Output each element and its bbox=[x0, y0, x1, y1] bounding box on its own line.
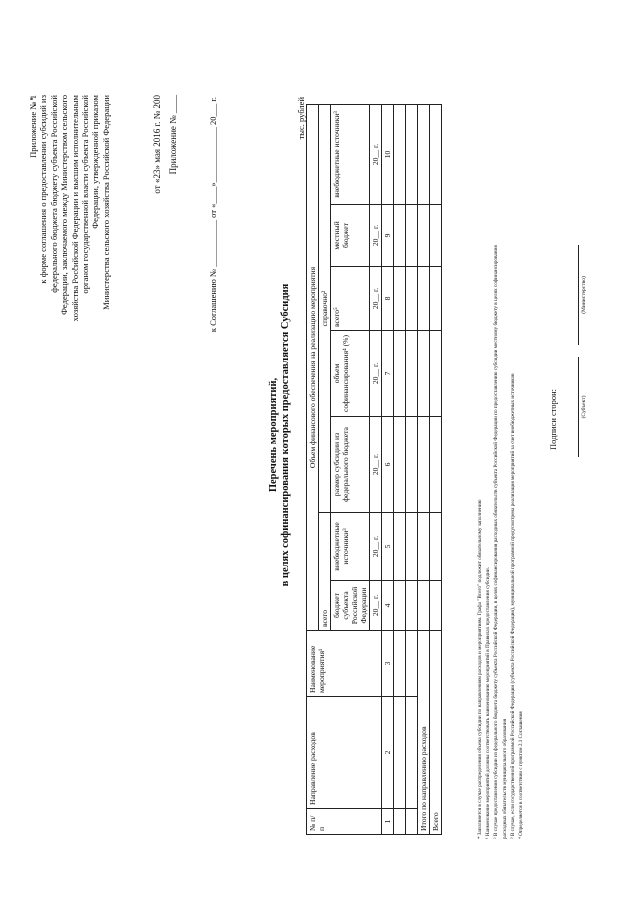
empty-cell bbox=[430, 513, 442, 581]
empty-row bbox=[406, 105, 418, 835]
empty-cell bbox=[418, 205, 430, 267]
footnote: расходных обязательств муниципального образования bbox=[501, 719, 508, 839]
appendix-line: хозяйства Российской Федерации и высшим исполнительным bbox=[69, 95, 80, 322]
empty-cell bbox=[406, 417, 418, 513]
year-cell: 20__ г. bbox=[370, 331, 382, 417]
footnote: * Заполняется в случае распределения объема субсидии по направлениям расходов и мероприятиям. Графа "Всего" подлежит обязательному заполнению bbox=[477, 499, 483, 839]
empty-cell bbox=[406, 697, 418, 809]
header-direction: Направление расходов bbox=[307, 697, 382, 809]
col-num: 6 bbox=[382, 417, 394, 513]
footnote: ⁴ Определяется в соответствии с пунктом 2.1 Соглашения bbox=[518, 711, 525, 839]
appendix-line: Федерации, заключаемого между Министерством сельского bbox=[59, 95, 70, 315]
empty-cell bbox=[406, 267, 418, 331]
col-num: 1 bbox=[382, 809, 394, 835]
agreement-reference: к Соглашению № ___________ от «____»_____________ 20___ г. bbox=[208, 97, 218, 333]
header-name: Наименование мероприятия¹ bbox=[307, 631, 382, 697]
footnote: ³ В случае, если государственной программой Российской Федерации (субъекта Российской Федерации), муниципальной программой предусмотрена реализация мероприятий за счет внебюджетных источников bbox=[509, 373, 516, 839]
empty-cell bbox=[418, 105, 430, 205]
empty-cell bbox=[394, 581, 406, 631]
empty-cell bbox=[394, 331, 406, 417]
measures-table-wrap bbox=[306, 104, 442, 835]
footnote: ² В случае предоставления субсидии из федерального бюджета бюджету субъекта Российской Федерации, в целях софинансирования расходных обязательств субъекта Российской Федерации по предоставлению субсидии местному бюджету в целях софинансирования bbox=[493, 245, 500, 839]
order-date: от «23» мая 2016 г. № 200 bbox=[152, 95, 162, 194]
col-num: 8 bbox=[382, 267, 394, 331]
empty-cell bbox=[430, 581, 442, 631]
appendix-number: Приложение № ____ bbox=[168, 95, 178, 175]
appendix-line: органом государственной власти субъекта Российской bbox=[80, 95, 91, 294]
empty-cell bbox=[430, 105, 442, 205]
empty-cell bbox=[394, 513, 406, 581]
empty-cell bbox=[430, 417, 442, 513]
measures-table bbox=[306, 104, 442, 835]
empty-cell bbox=[406, 205, 418, 267]
header-extra-sources: внебюджетные источники³ bbox=[331, 513, 370, 581]
header-total: всего bbox=[319, 513, 331, 631]
unit-label: тыс. рублей bbox=[296, 97, 306, 140]
empty-row bbox=[394, 105, 406, 835]
empty-cell bbox=[394, 267, 406, 331]
year-cell: 20__ г. bbox=[370, 205, 382, 267]
empty-cell bbox=[394, 631, 406, 697]
appendix-line: Министерства сельского хозяйства Российской Федерации bbox=[100, 95, 111, 310]
column-number-row bbox=[382, 105, 394, 835]
year-cell: 20__ г. bbox=[370, 581, 382, 631]
empty-cell bbox=[418, 267, 430, 331]
col-num: 9 bbox=[382, 205, 394, 267]
appendix-line: федерального бюджета бюджету субъекта Российской bbox=[48, 95, 59, 293]
empty-cell bbox=[430, 267, 442, 331]
signatures-title: Подписи сторон: bbox=[548, 388, 558, 450]
footnote: ¹ Наименование мероприятий должны соответствовать наименованию мероприятий в Правилах предоставления субсидии. bbox=[485, 567, 492, 839]
empty-cell bbox=[406, 631, 418, 697]
col-num: 10 bbox=[382, 105, 394, 205]
signature-ministry: (Министерство) bbox=[578, 245, 587, 345]
header-cofinancing: объем софинансирования⁴ (%) bbox=[331, 331, 370, 417]
empty-cell bbox=[406, 809, 418, 835]
total-label: Всего bbox=[430, 631, 442, 835]
col-num: 5 bbox=[382, 513, 394, 581]
title-line-2: в целях софинансирования которых предоставляется Субсидия bbox=[280, 283, 291, 587]
total-direction-label: Итого по направлению расходов bbox=[418, 631, 430, 835]
appendix-block bbox=[28, 95, 111, 515]
empty-cell bbox=[394, 809, 406, 835]
empty-cell bbox=[394, 697, 406, 809]
empty-cell bbox=[406, 331, 418, 417]
col-num: 2 bbox=[382, 697, 394, 809]
empty-cell bbox=[418, 331, 430, 417]
col-num: 7 bbox=[382, 331, 394, 417]
empty-cell bbox=[406, 581, 418, 631]
header-total-2 bbox=[331, 267, 370, 331]
header-subsidy-size: размер субсидии из федерального бюджета bbox=[331, 417, 370, 513]
empty-cell bbox=[406, 105, 418, 205]
year-cell: 20__ г. bbox=[370, 105, 382, 205]
header-reference: справочно² bbox=[319, 105, 331, 513]
year-cell: 20__ г. bbox=[370, 417, 382, 513]
empty-cell bbox=[430, 205, 442, 267]
header-volume: Объем финансового обеспечения на реализацию мероприятия bbox=[307, 105, 319, 631]
year-cell: 20__ г. bbox=[370, 513, 382, 581]
empty-cell bbox=[394, 105, 406, 205]
appendix-line: к форме соглашения о предоставлении субсидий из bbox=[38, 95, 49, 284]
header-num: № п/п bbox=[307, 809, 382, 835]
empty-cell bbox=[406, 513, 418, 581]
document-title bbox=[268, 175, 292, 695]
header-extra-sources-2: внебюджетные источники³ bbox=[331, 105, 370, 205]
title-line-1: Перечень мероприятий, bbox=[268, 377, 279, 493]
empty-cell bbox=[418, 581, 430, 631]
signature-subject: (Субъект) bbox=[578, 357, 587, 457]
col-num: 3 bbox=[382, 631, 394, 697]
appendix-line: Федерации, утвержденной приказом bbox=[90, 95, 101, 229]
year-cell: 20__ г. bbox=[370, 267, 382, 331]
empty-cell bbox=[418, 513, 430, 581]
empty-cell bbox=[430, 331, 442, 417]
footnotes bbox=[476, 199, 525, 839]
header-budget-subject: бюджет субъекта Российской Федерации bbox=[331, 581, 370, 631]
empty-cell bbox=[418, 417, 430, 513]
col-num: 4 bbox=[382, 581, 394, 631]
empty-cell bbox=[394, 417, 406, 513]
header-local-budget: местный бюджет bbox=[331, 205, 370, 267]
empty-cell bbox=[394, 205, 406, 267]
appendix-line: Приложение № 1 bbox=[28, 95, 38, 158]
total-row bbox=[430, 105, 442, 835]
header-total-2-label: всего⁵ bbox=[332, 307, 341, 327]
total-direction-row bbox=[418, 105, 430, 835]
